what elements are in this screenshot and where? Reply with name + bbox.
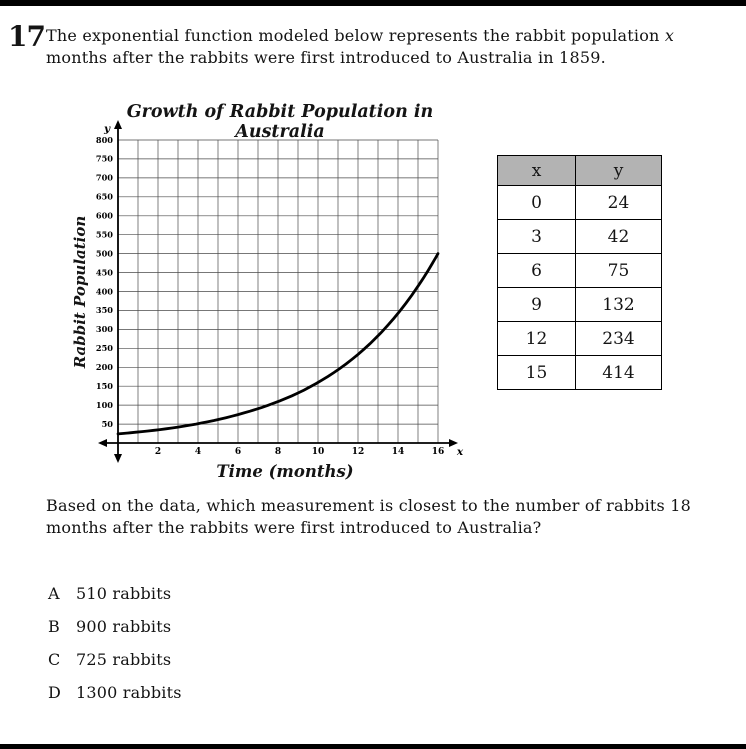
table-cell: 9 — [498, 288, 576, 322]
y-tick-label: 500 — [95, 248, 113, 259]
y-tick-label: 400 — [95, 286, 113, 297]
y-tick-label: 600 — [95, 210, 113, 221]
table-cell: 12 — [498, 322, 576, 356]
table-cell: 3 — [498, 220, 576, 254]
question-prompt: Based on the data, which measurement is closest to the number of rabbits 18 months after the rabbits were first introduced to Australia? — [46, 496, 691, 538]
y-tick-label: 200 — [95, 362, 113, 373]
y-tick-label: 300 — [95, 324, 113, 335]
table-row — [498, 254, 662, 288]
table-row — [498, 322, 662, 356]
question-number: 17 — [8, 20, 45, 53]
table-cell: 42 — [576, 220, 662, 254]
intro-text-cont: months after the rabbits were first introduced to Australia in 1859. — [46, 48, 606, 68]
x-tick-label: 4 — [194, 447, 202, 457]
choice-text: 900 rabbits — [76, 617, 172, 636]
table-header-row — [498, 156, 662, 186]
answer-choice-b — [48, 617, 182, 636]
intro-variable-x: x — [664, 26, 675, 45]
table-header-y: y — [576, 156, 662, 186]
y-tick-label: 800 — [95, 134, 113, 145]
axis-arrow-u — [114, 120, 122, 129]
answer-choices — [48, 584, 182, 716]
table-cell: 234 — [576, 322, 662, 356]
y-axis-letter: y — [103, 123, 111, 135]
x-tick-label: 2 — [154, 447, 162, 457]
answer-choice-d — [48, 683, 182, 702]
x-tick-label: 16 — [431, 447, 445, 457]
table-cell: 75 — [576, 254, 662, 288]
x-tick-label: 10 — [311, 447, 325, 457]
y-tick-label: 650 — [95, 191, 113, 202]
table-cell: 0 — [498, 186, 576, 220]
table-cell: 6 — [498, 254, 576, 288]
y-tick-label: 350 — [95, 305, 113, 316]
y-tick-label: 550 — [95, 229, 113, 240]
data-table — [497, 155, 662, 390]
bottom-border — [0, 744, 746, 749]
answer-choice-a — [48, 584, 182, 603]
choice-letter: D — [48, 683, 62, 702]
choice-text: 725 rabbits — [76, 650, 172, 669]
y-axis-label: Rabbit Population — [71, 215, 89, 369]
x-tick-label: 14 — [391, 447, 405, 457]
axis-arrow-l — [98, 439, 107, 447]
choice-letter: A — [48, 584, 60, 603]
table-cell: 15 — [498, 356, 576, 390]
chart-title: Growth of Rabbit Population in Australia — [126, 102, 434, 142]
x-axis-letter: x — [456, 446, 464, 458]
table-row — [498, 288, 662, 322]
x-tick-label: 12 — [351, 447, 365, 457]
table-row — [498, 356, 662, 390]
x-tick-label: 8 — [274, 447, 282, 457]
table-cell: 132 — [576, 288, 662, 322]
y-tick-label: 50 — [101, 418, 113, 429]
intro-text: The exponential function modeled below represents the rabbit population — [46, 26, 665, 45]
table-cell: 24 — [576, 186, 662, 220]
y-tick-label: 100 — [95, 399, 113, 410]
top-border — [0, 0, 746, 6]
choice-text: 1300 rabbits — [76, 683, 182, 702]
table-cell: 414 — [576, 356, 662, 390]
table-row — [498, 220, 662, 254]
population-chart — [84, 116, 476, 486]
y-tick-label: 250 — [95, 343, 113, 354]
y-tick-label: 700 — [95, 172, 113, 183]
choice-letter: C — [48, 650, 61, 669]
table-row — [498, 186, 662, 220]
y-tick-label: 450 — [95, 267, 113, 278]
chart-grid — [118, 140, 438, 443]
choice-letter: B — [48, 617, 60, 636]
x-axis-label: Time (months) — [216, 462, 354, 481]
question-intro — [46, 25, 680, 70]
table-header-x: x — [498, 156, 576, 186]
y-tick-label: 750 — [95, 153, 113, 164]
x-tick-label: 6 — [234, 447, 242, 457]
y-tick-label: 150 — [95, 380, 113, 391]
answer-choice-c — [48, 650, 182, 669]
choice-text: 510 rabbits — [76, 584, 172, 603]
